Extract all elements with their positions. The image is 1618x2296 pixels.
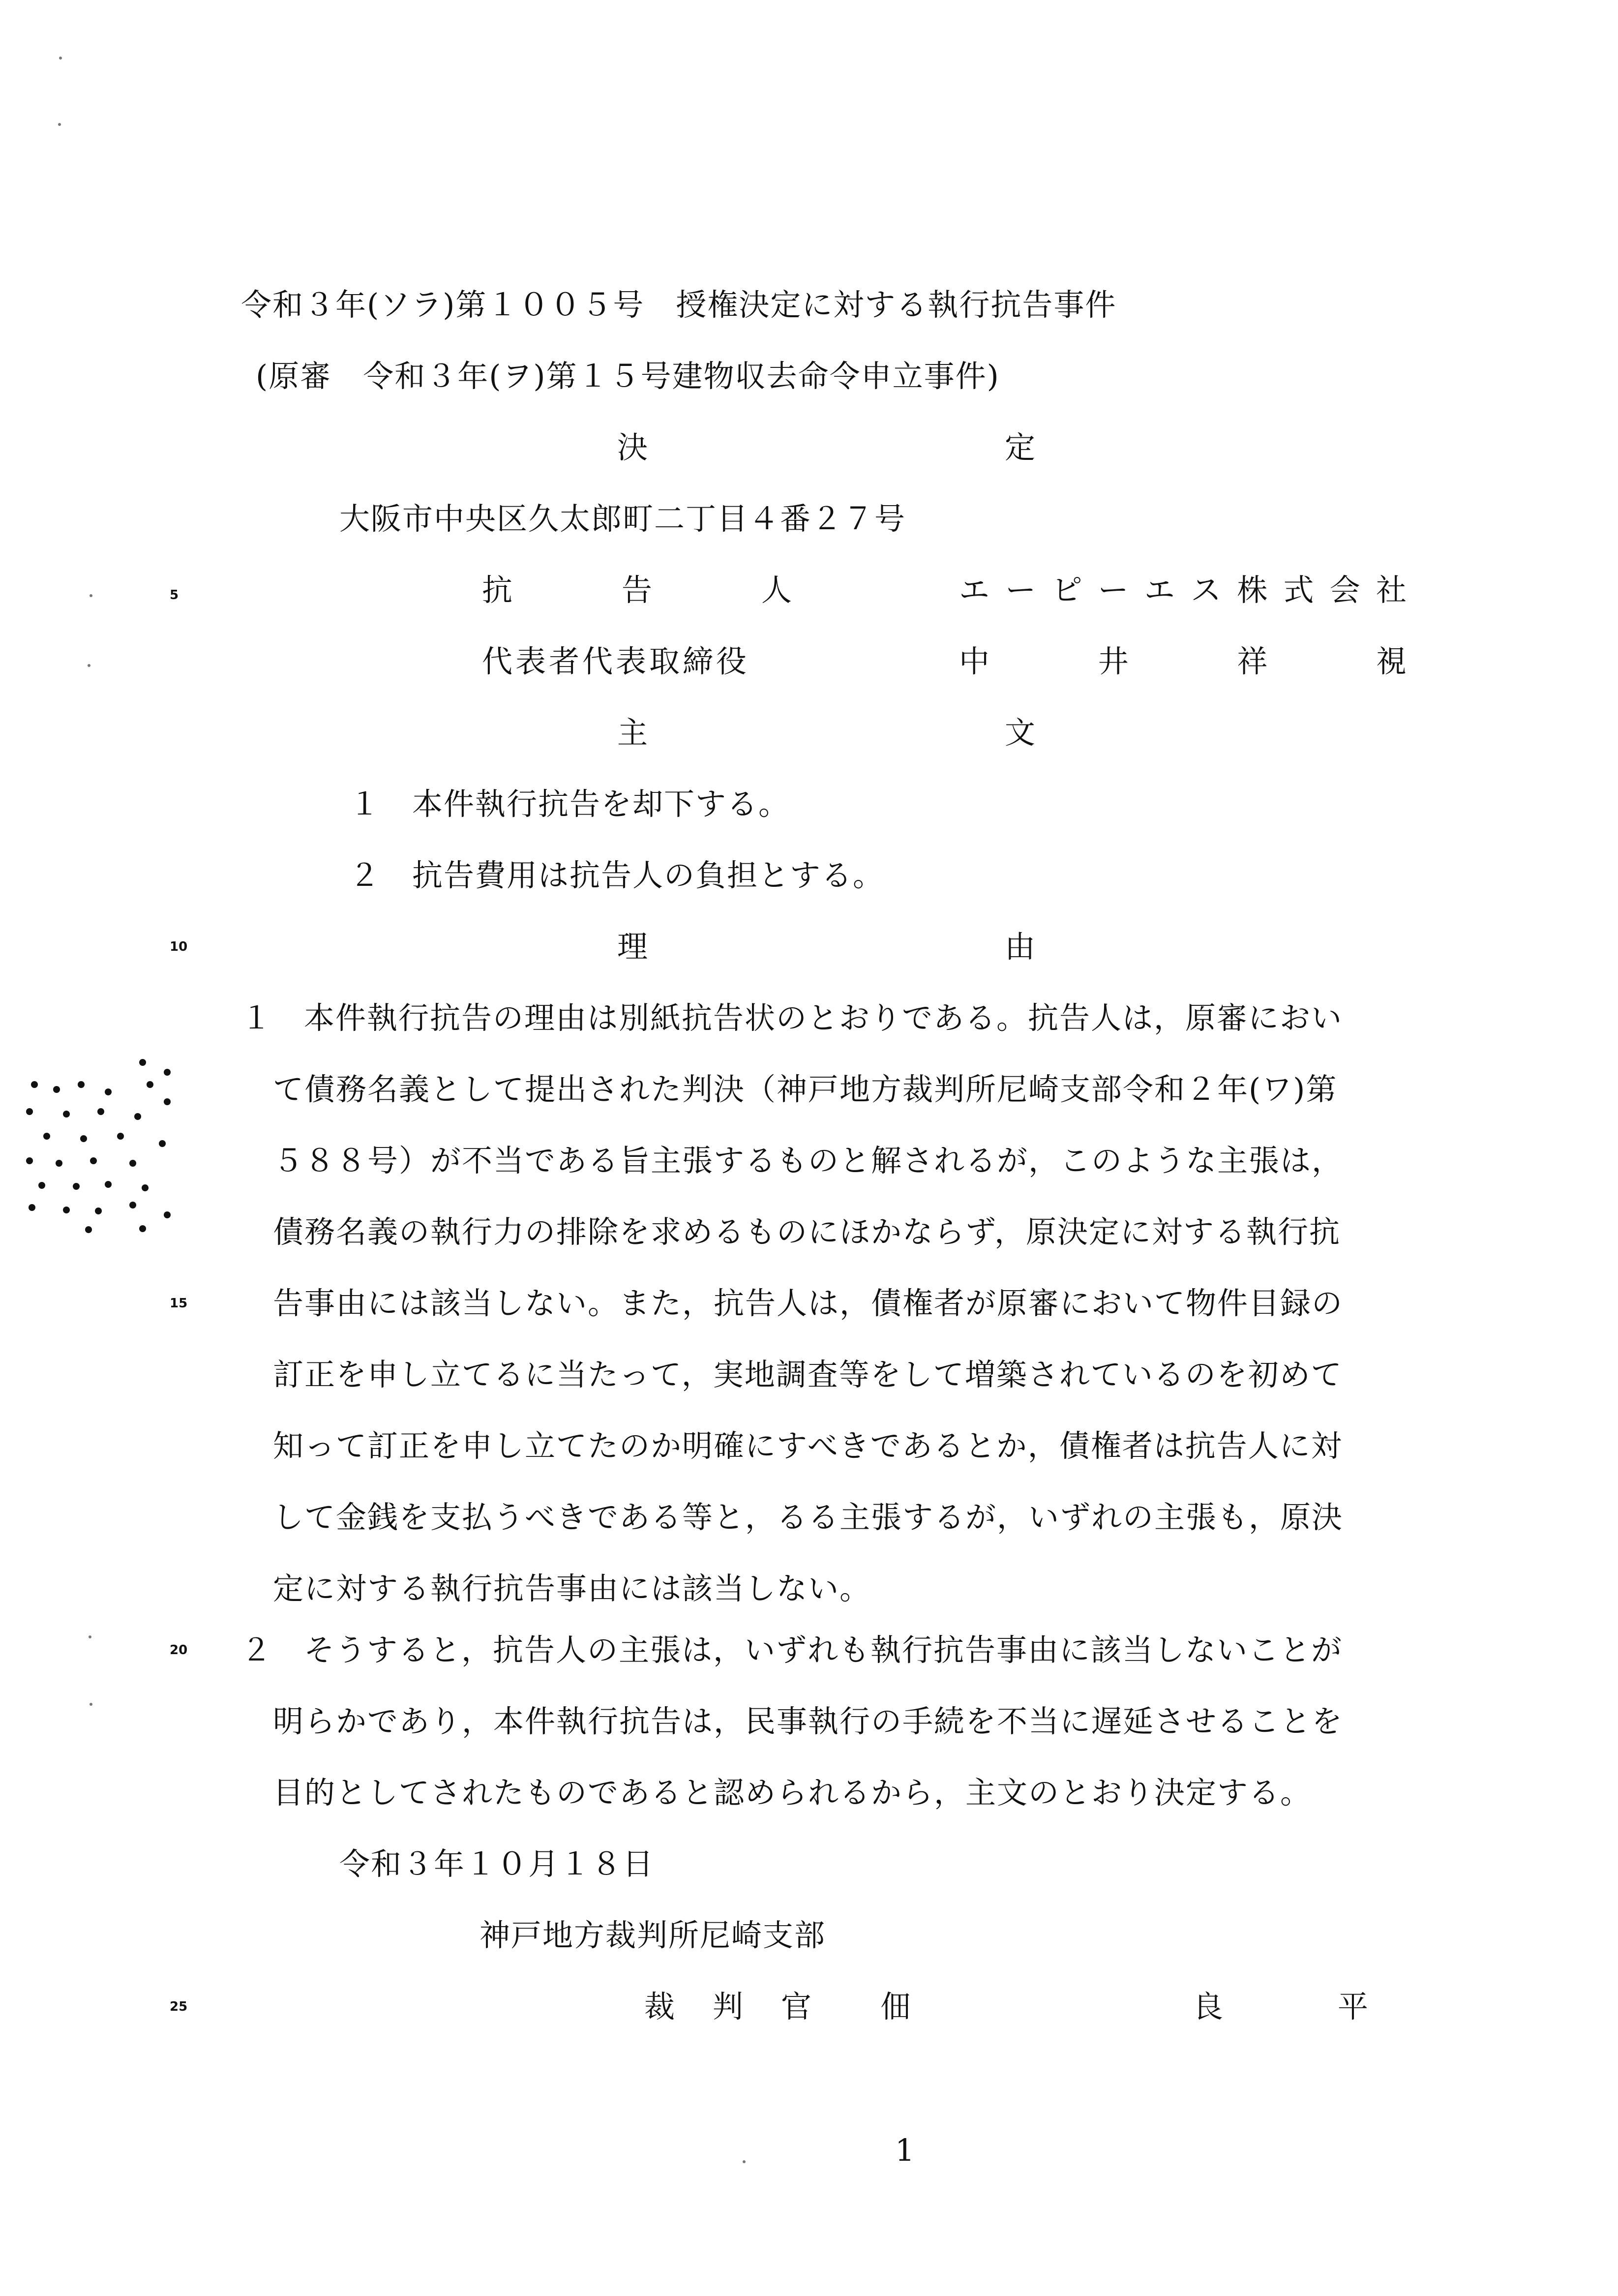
main-text-heading xyxy=(617,711,1035,755)
name-char: ス xyxy=(1191,572,1222,608)
scan-speck xyxy=(59,57,62,60)
decision-title-char: 定 xyxy=(1004,429,1035,465)
reason-line: １ 本件執行抗告の理由は別紙抗告状のとおりである。抗告人は，原審におい xyxy=(241,1000,1343,1036)
name-char: 株 xyxy=(1237,572,1268,608)
name-char: 社 xyxy=(1376,572,1407,608)
reason-line: ２ そうすると，抗告人の主張は，いずれも執行抗告事由に該当しないことが xyxy=(241,1632,1343,1668)
heading-char: 由 xyxy=(1004,929,1035,965)
scan-speck xyxy=(89,1635,91,1638)
decision-title xyxy=(617,425,1035,470)
name-char: エ xyxy=(1144,572,1175,608)
name-char: 式 xyxy=(1283,572,1314,608)
rep-name-char: 祥 xyxy=(1237,643,1268,679)
name-char: ー xyxy=(1005,572,1036,608)
judge-name-char: 佃 xyxy=(880,1989,912,2024)
name-char: ー xyxy=(1098,572,1129,608)
judge-name-char: 良 xyxy=(1193,1989,1225,2024)
line-number: 5 xyxy=(170,588,179,603)
rep-name-char: 視 xyxy=(1376,643,1407,679)
reason-line: して金銭を支払うべきである等と，るる主張するが，いずれの主張も，原決 xyxy=(273,1499,1344,1535)
reason-line: て債務名義として提出された判決（神戸地方裁判所尼崎支部令和２年(ワ)第 xyxy=(273,1071,1338,1107)
rep-name-char: 中 xyxy=(959,643,990,679)
line-number: 10 xyxy=(170,939,188,954)
heading-char: 文 xyxy=(1004,715,1035,751)
reasons-heading xyxy=(617,925,1035,969)
judge-title xyxy=(644,1985,811,2029)
name-char: ピ xyxy=(1051,572,1082,608)
line-number: 20 xyxy=(170,1643,188,1658)
judge-title-char: 官 xyxy=(780,1989,811,2024)
heading-char: 主 xyxy=(617,715,648,751)
binding-punch-holes xyxy=(20,1057,187,1235)
reason-line: 知って訂正を申し立てたのか明確にすべきであるとか，債権者は抗告人に対 xyxy=(273,1428,1343,1464)
judge-title-char: 裁 xyxy=(644,1989,675,2024)
page-number: 1 xyxy=(895,2132,915,2168)
role-char: 告 xyxy=(621,572,652,608)
role-char: 抗 xyxy=(482,572,513,608)
reason-line: 告事由には該当しない。また，抗告人は，債権者が原審において物件目録の xyxy=(273,1285,1344,1321)
line-number: 15 xyxy=(170,1296,188,1311)
appellant-role-label xyxy=(482,568,792,612)
scan-speck xyxy=(90,1703,92,1706)
representative-label: 代表者代表取締役 xyxy=(482,643,750,679)
original-case-line: (原審 令和３年(ヲ)第１５号建物収去命令申立事件) xyxy=(256,358,1000,394)
scan-speck xyxy=(58,123,61,126)
appellant-address: 大阪市中央区久太郎町二丁目４番２７号 xyxy=(339,501,906,537)
court-name: 神戸地方裁判所尼崎支部 xyxy=(479,1917,826,1953)
scan-speck xyxy=(743,2160,746,2163)
reason-line: 訂正を申し立てるに当たって，実地調査等をして増築されているのを初めて xyxy=(273,1357,1343,1392)
scan-speck xyxy=(88,664,90,667)
name-char: 会 xyxy=(1329,572,1360,608)
case-number-line: 令和３年(ソラ)第１００５号 授権決定に対する執行抗告事件 xyxy=(241,287,1117,323)
main-text-item-2: ２ 抗告費用は抗告人の負担とする。 xyxy=(349,857,885,893)
judge-title-char: 判 xyxy=(712,1989,743,2024)
reason-line: 明らかであり，本件執行抗告は，民事執行の手続を不当に遅延させることを xyxy=(273,1703,1344,1739)
rep-name-char: 井 xyxy=(1098,643,1129,679)
main-text-item-1: １ 本件執行抗告を却下する。 xyxy=(349,786,790,822)
decision-date: 令和３年１０月１８日 xyxy=(339,1846,655,1882)
judge-name-char: 平 xyxy=(1338,1989,1370,2024)
reason-line: 定に対する執行抗告事由には該当しない。 xyxy=(273,1571,871,1606)
reason-line: 債務名義の執行力の排除を求めるものにほかならず，原決定に対する執行抗 xyxy=(273,1214,1341,1250)
decision-title-char: 決 xyxy=(617,429,648,465)
heading-char: 理 xyxy=(617,929,648,965)
role-char: 人 xyxy=(761,572,792,608)
appellant-name xyxy=(959,568,1407,612)
name-char: エ xyxy=(959,572,990,608)
scan-speck xyxy=(90,594,92,597)
line-number: 25 xyxy=(170,1999,188,2014)
reason-line: 目的としてされたものであると認められるから，主文のとおり決定する。 xyxy=(273,1775,1312,1811)
reason-line: ５８８号）が不当である旨主張するものと解されるが，このような主張は， xyxy=(273,1143,1344,1178)
representative-name xyxy=(959,639,1407,684)
